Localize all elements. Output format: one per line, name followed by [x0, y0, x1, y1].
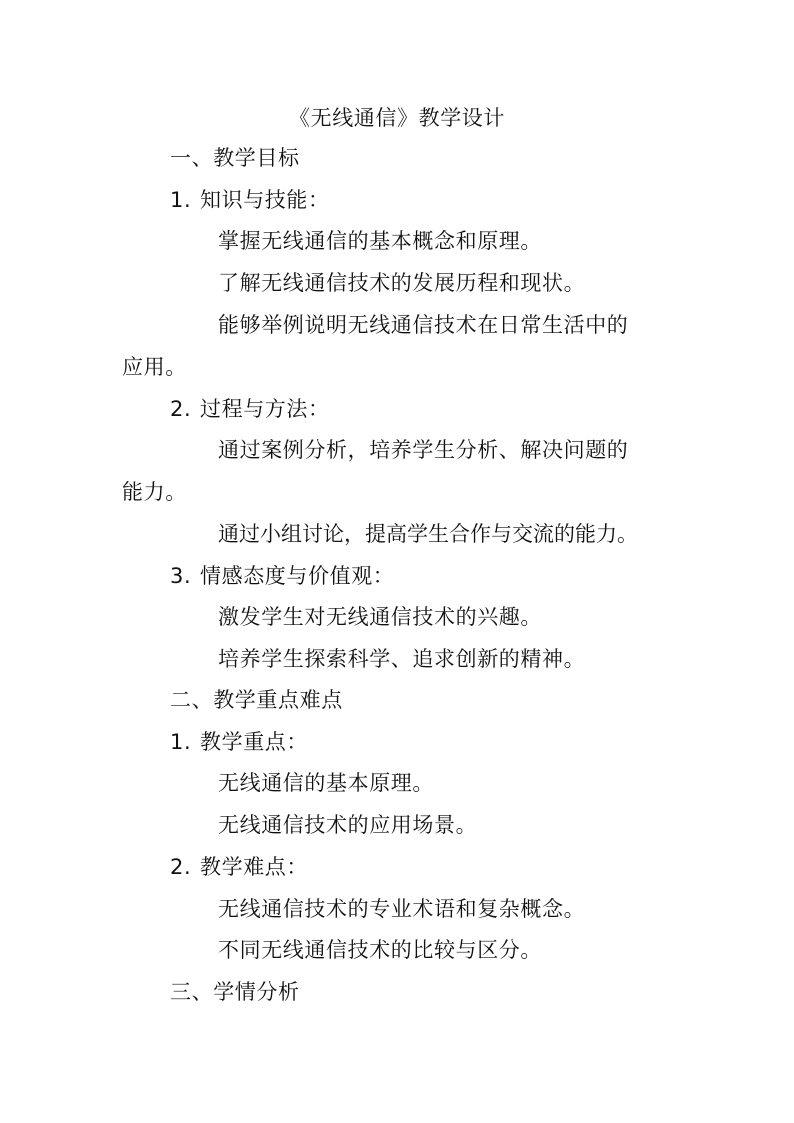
paragraph-line: 不同无线通信技术的比较与区分。: [218, 938, 542, 962]
list-number: 2.: [170, 397, 192, 421]
section-heading-objectives: 一、教学目标: [170, 146, 300, 170]
paragraph-line: 掌握无线通信的基本概念和原理。: [218, 229, 542, 253]
list-number: 2.: [170, 855, 192, 879]
paragraph-line: 能够举例说明无线通信技术在日常生活中的: [218, 313, 629, 337]
subsection-teaching-focus: [170, 727, 308, 757]
subsection-label: 情感态度与价值观：: [200, 564, 395, 588]
subsection-label: 教学难点：: [200, 855, 308, 879]
paragraph-line: 无线通信技术的应用场景。: [218, 813, 478, 837]
list-number: 1.: [170, 730, 192, 754]
paragraph-line: 了解无线通信技术的发展历程和现状。: [218, 271, 586, 295]
paragraph-line: 无线通信的基本原理。: [218, 771, 434, 795]
subsection-label: 过程与方法：: [200, 397, 330, 421]
paragraph-continuation: 能力。: [122, 480, 187, 504]
document-title: 《无线通信》教学设计: [289, 106, 505, 130]
paragraph-line: 通过案例分析，培养学生分析、解决问题的: [218, 438, 629, 462]
section-heading-key-points: 二、教学重点难点: [170, 688, 343, 712]
list-number: 1.: [170, 188, 192, 212]
list-number: 3.: [170, 564, 192, 588]
paragraph-line: 通过小组讨论，提高学生合作与交流的能力。: [218, 522, 638, 546]
subsection-label: 知识与技能：: [200, 188, 330, 212]
subsection-process-methods: [170, 394, 330, 424]
paragraph-line: 激发学生对无线通信技术的兴趣。: [218, 605, 542, 629]
section-heading-student-analysis: 三、学情分析: [170, 980, 300, 1004]
paragraph-continuation: 应用。: [122, 355, 187, 379]
subsection-teaching-difficulty: [170, 852, 308, 882]
paragraph-line: 无线通信技术的专业术语和复杂概念。: [218, 897, 586, 921]
subsection-knowledge-skills: [170, 185, 330, 215]
subsection-attitude-values: [170, 561, 394, 591]
subsection-label: 教学重点：: [200, 730, 308, 754]
paragraph-line: 培养学生探索科学、追求创新的精神。: [218, 647, 586, 671]
